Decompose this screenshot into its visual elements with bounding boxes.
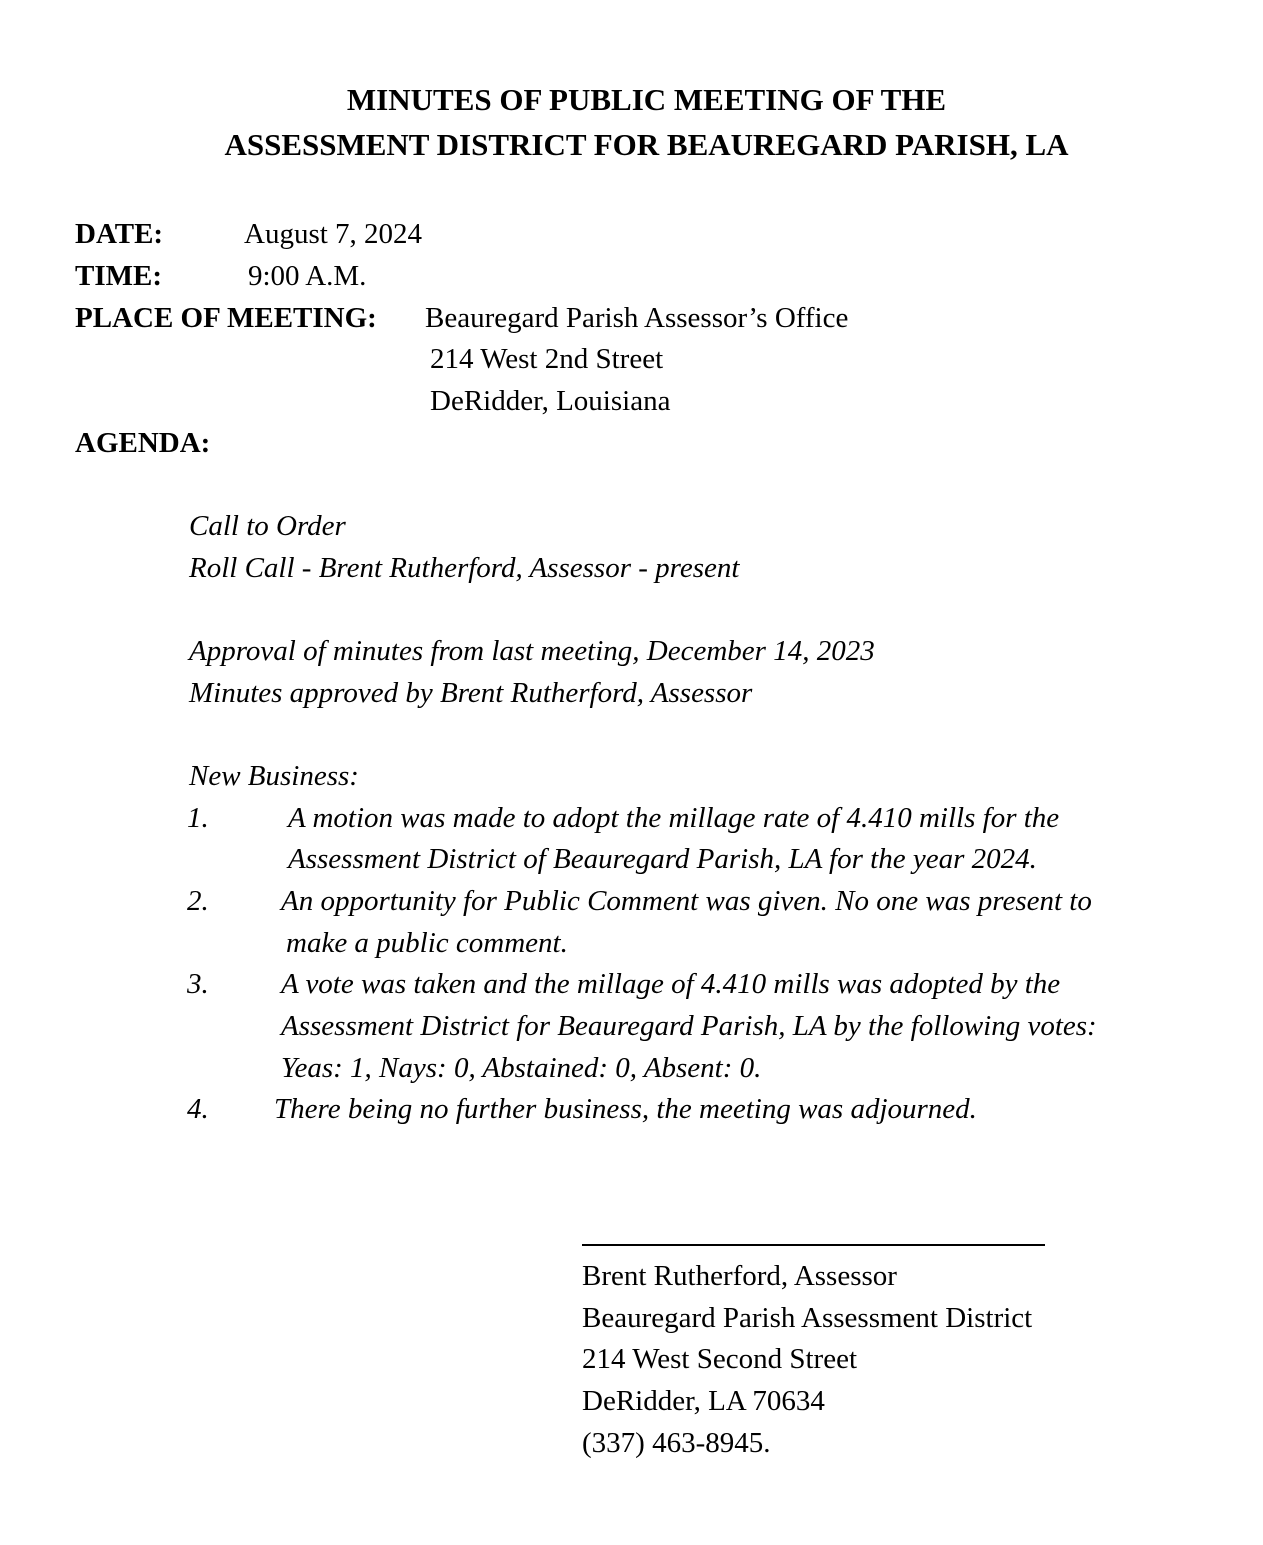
signature-line xyxy=(582,1244,1045,1246)
date-label: DATE: xyxy=(75,218,164,250)
item-number: 3. xyxy=(187,968,209,1000)
agenda-call-to-order: Call to Order xyxy=(189,510,346,542)
agenda-approval: Approval of minutes from last meeting, December 14, 2023 xyxy=(189,635,875,667)
agenda-label: AGENDA: xyxy=(75,427,211,459)
place-line-2: 214 West 2nd Street xyxy=(430,343,664,375)
time-label: TIME: xyxy=(75,260,162,292)
item-4-line-1: There being no further business, the meeting was adjourned. xyxy=(274,1093,977,1125)
signature-phone: (337) 463-8945. xyxy=(582,1427,771,1459)
place-line-1: Beauregard Parish Assessor’s Office xyxy=(425,302,849,334)
agenda-roll-call: Roll Call - Brent Rutherford, Assessor - present xyxy=(189,552,740,584)
new-business-label: New Business: xyxy=(189,760,359,792)
agenda-approved-by: Minutes approved by Brent Rutherford, Assessor xyxy=(189,677,753,709)
item-1-line-1: A motion was made to adopt the millage rate of 4.410 mills for the xyxy=(288,802,1060,834)
item-2-line-2: make a public comment. xyxy=(286,927,568,959)
item-3-line-2: Assessment District for Beauregard Parish, LA by the following votes: xyxy=(281,1010,1097,1042)
document-title-line-1: MINUTES OF PUBLIC MEETING OF THE xyxy=(346,82,947,117)
document-title-line-2: ASSESSMENT DISTRICT FOR BEAUREGARD PARISH, LA xyxy=(224,127,1069,162)
date-value: August 7, 2024 xyxy=(244,218,423,250)
place-line-3: DeRidder, Louisiana xyxy=(430,385,671,417)
time-value: 9:00 A.M. xyxy=(248,260,367,292)
place-label: PLACE OF MEETING: xyxy=(75,302,377,334)
signature-city: DeRidder, LA 70634 xyxy=(582,1385,825,1417)
signature-name: Brent Rutherford, Assessor xyxy=(582,1260,897,1292)
item-2-line-1: An opportunity for Public Comment was given. No one was present to xyxy=(281,885,1092,917)
item-number: 4. xyxy=(187,1093,209,1125)
item-number: 1. xyxy=(187,802,209,834)
item-3-line-3: Yeas: 1, Nays: 0, Abstained: 0, Absent: 0. xyxy=(281,1052,762,1084)
item-3-line-1: A vote was taken and the millage of 4.410 mills was adopted by the xyxy=(281,968,1061,1000)
signature-street: 214 West Second Street xyxy=(582,1343,858,1375)
item-1-line-2: Assessment District of Beauregard Parish, LA for the year 2024. xyxy=(288,843,1037,875)
signature-organization: Beauregard Parish Assessment District xyxy=(582,1302,1033,1334)
item-number: 2. xyxy=(187,885,209,917)
